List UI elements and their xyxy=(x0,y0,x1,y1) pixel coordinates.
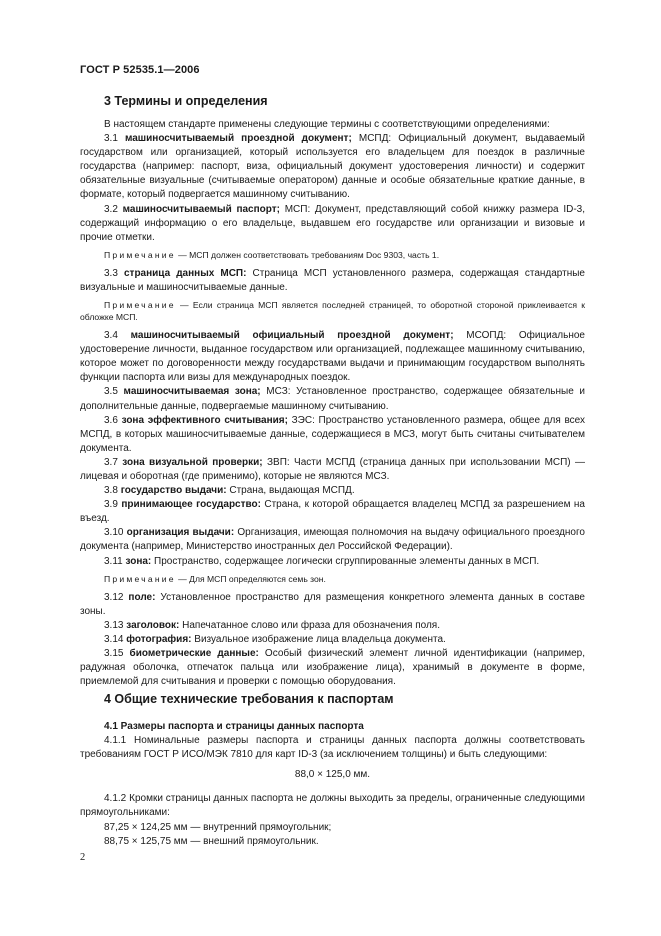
running-header: ГОСТ Р 52535.1—2006 xyxy=(80,64,200,76)
subsection-4-1-heading: 4.1 Размеры паспорта и страницы данных паспорта xyxy=(104,721,364,732)
paragraph-4-1-1: 4.1.1 Номинальные размеры паспорта и страницы данных паспорта должны соответствовать требованиям ГОСТ Р ИСО/МЭК 7810 для карт ID-3 (за исключением толщины) и быть следующими: xyxy=(80,735,585,761)
term-3-1: 3.1 машиносчитываемый проездной документ; МСПД: Официальный документ, выдаваемый государством или организацией, который используется его владельцем для поездок в различные государства (например: паспорт, виза, официальный документ удостоверения личности) и содержит обязательные визуальные (считываемые оператором) данные и особые обязательные краткие данные, в формате, который подвергается машинному считыванию. xyxy=(80,133,586,201)
inner-rectangle: 87,25 × 124,25 мм — внутренний прямоугольник; xyxy=(104,821,332,833)
term-3-14: 3.14 фотография: Визуальное изображение лица владельца документа. xyxy=(104,633,446,645)
section-4-body xyxy=(80,720,585,849)
term-3-3: 3.3 страница данных МСП: Страница МСП установленного размера, содержащая стандартные визуальные и машиносчитываемые данные. xyxy=(80,267,585,293)
note-3: Примечание — Для МСП определяются семь зон. xyxy=(104,573,326,584)
term-3-13: 3.13 заголовок: Напечатанное слово или фраза для обозначения поля. xyxy=(104,619,440,631)
page-number: 2 xyxy=(80,852,86,863)
term-3-2: 3.2 машиносчитываемый паспорт; МСП: Документ, представляющий собой книжку размера ID-3, содержащий информацию о его владельце, выдавшем его государстве или организации и визовые и прочие отметки. xyxy=(80,203,586,243)
note-1: Примечание — МСП должен соответствовать требованиям Doc 9303, часть 1. xyxy=(104,249,440,260)
paragraph-4-1-2: 4.1.2 Кромки страницы данных паспорта не должны выходить за пределы, ограниченные следующими прямоугольниками: xyxy=(80,793,585,819)
term-3-8: 3.8 государство выдачи: Страна, выдающая МСПД. xyxy=(104,485,355,497)
note-2: Примечание — Если страница МСП является последней страницей, то оборотной стороной приклеивается к обложке МСП. xyxy=(80,300,585,323)
term-3-9: 3.9 принимающее государство: Страна, к которой обращается владелец МСПД за разрешением на въезд. xyxy=(80,499,585,525)
section-3-body xyxy=(80,118,585,689)
outer-rectangle: 88,75 × 125,75 мм — внешний прямоугольник. xyxy=(104,835,319,847)
term-3-4: 3.4 машиносчитываемый официальный проездной документ; МСОПД: Официальное удостоверение личности, выданное государством или организацией, подлежащее машинному считыванию, которое может по договоренности между государствами выдачи и принимающим государством выполнять функции паспорта или визы для международных поездок. xyxy=(80,330,585,384)
section-3-heading: 3 Термины и определения xyxy=(104,94,268,108)
intro-paragraph: В настоящем стандарте применены следующие термины с соответствующими определениями: xyxy=(104,119,550,130)
term-3-11: 3.11 зона: Пространство, содержащее логически сгруппированные элементы данных в МСП. xyxy=(104,555,540,567)
term-3-10: 3.10 организация выдачи: Организация, имеющая полномочия на выдачу официального проездного документа (например, Министерство иностранных дел Российской Федерации). xyxy=(80,527,585,553)
section-4-heading: 4 Общие технические требования к паспортам xyxy=(104,692,394,706)
term-3-5: 3.5 машиносчитываемая зона; МСЗ: Установленное пространство, содержащее обязательные и дополнительные данные, подвергаемые машинному считыванию. xyxy=(80,386,585,412)
term-3-7: 3.7 зона визуальной проверки; ЗВП: Части МСПД (страница данных при использовании МСП) — лицевая и оборотная (где применимо), которые не являются МСЗ. xyxy=(80,456,585,482)
term-3-6: 3.6 зона эффективного считывания; ЗЭС: Пространство установленного размера, общее для всех МСПД, в которых машиносчитываемые данные, содержащиеся в МСЗ, могут быть считаны считывателем документа. xyxy=(80,414,585,454)
term-3-15: 3.15 биометрические данные: Особый физический элемент личной идентификации (например, радужная оболочка, отпечаток пальца или изображение лица), хранимый в документе в форме, приемлемой для считывания и проверки с помощью оборудования. xyxy=(80,648,585,688)
term-3-12: 3.12 поле: Установленное пространство для размещения конкретного элемента данных в составе зоны. xyxy=(80,591,585,617)
passport-dimensions: 88,0 × 125,0 мм. xyxy=(294,769,371,781)
